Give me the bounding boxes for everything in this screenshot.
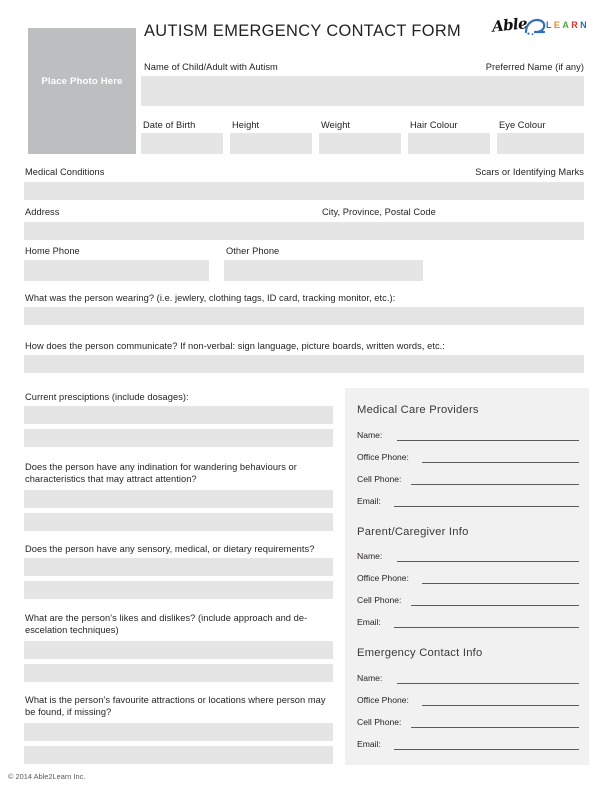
date-of-birth-input[interactable] xyxy=(141,133,223,154)
scars-label: Scars or Identifying Marks xyxy=(475,167,584,177)
question-wandering-input-line-1[interactable] xyxy=(24,490,333,508)
emergency-contact-heading: Emergency Contact Info xyxy=(357,647,483,659)
parent-office-phone-row[interactable] xyxy=(357,573,579,586)
name-label: Name of Child/Adult with Autism xyxy=(144,62,278,72)
medical-provider-name-row[interactable] xyxy=(357,430,579,443)
medical-provider-name-input[interactable] xyxy=(397,440,579,441)
logo-able-text: Able xyxy=(491,14,528,36)
height-input[interactable] xyxy=(230,133,312,154)
medical-provider-cell-phone-row[interactable] xyxy=(357,474,579,487)
emergency-email-row[interactable] xyxy=(357,739,579,752)
parent-caregiver-heading: Parent/Caregiver Info xyxy=(357,526,469,538)
medical-provider-email-row[interactable] xyxy=(357,496,579,509)
communicate-question-label: How does the person communicate? If non-verbal: sign language, picture boards, written words, etc.: xyxy=(25,341,445,351)
question-favourite-locations-input-line-1[interactable] xyxy=(24,723,333,741)
date-of-birth-label: Date of Birth xyxy=(143,120,196,130)
logo-letter-n: N xyxy=(580,20,590,30)
emergency-office-phone-row[interactable] xyxy=(357,695,579,708)
emergency-name-input[interactable] xyxy=(397,683,579,684)
emergency-email-label: Email: xyxy=(357,739,381,749)
medical-provider-office-phone-input[interactable] xyxy=(422,462,579,463)
address-label: Address xyxy=(25,207,60,217)
question-sensory-label: Does the person have any sensory, medical, or dietary requirements? xyxy=(25,544,315,554)
medical-provider-cell-phone-label: Cell Phone: xyxy=(357,474,402,484)
medical-care-providers-heading: Medical Care Providers xyxy=(357,404,479,416)
question-sensory-input-line-2[interactable] xyxy=(24,581,333,599)
other-phone-label: Other Phone xyxy=(226,246,280,256)
logo-learn-text xyxy=(546,20,589,30)
question-likes-dislikes-input-line-2[interactable] xyxy=(24,664,333,682)
logo-letter-l: L xyxy=(546,20,554,30)
emergency-name-row[interactable] xyxy=(357,673,579,686)
home-phone-label: Home Phone xyxy=(25,246,80,256)
question-likes-dislikes-input-line-1[interactable] xyxy=(24,641,333,659)
parent-email-label: Email: xyxy=(357,617,381,627)
preferred-name-label: Preferred Name (if any) xyxy=(485,62,584,72)
logo-letter-e: E xyxy=(553,20,563,30)
parent-name-label: Name: xyxy=(357,551,383,561)
emergency-email-input[interactable] xyxy=(394,749,579,750)
question-prescriptions-label: Current presciptions (include dosages): xyxy=(25,392,189,402)
emergency-office-phone-input[interactable] xyxy=(422,705,579,706)
emergency-name-label: Name: xyxy=(357,673,383,683)
emergency-cell-phone-input[interactable] xyxy=(411,727,579,728)
medical-provider-name-label: Name: xyxy=(357,430,383,440)
question-prescriptions-input-line-2[interactable] xyxy=(24,429,333,447)
parent-email-input[interactable] xyxy=(394,627,579,628)
question-favourite-locations-input-line-2[interactable] xyxy=(24,746,333,764)
home-phone-input[interactable] xyxy=(24,260,209,281)
medical-conditions-label: Medical Conditions xyxy=(25,167,105,177)
medical-provider-office-phone-row[interactable] xyxy=(357,452,579,465)
hair-colour-label: Hair Colour xyxy=(410,120,458,130)
city-province-postal-label: City, Province, Postal Code xyxy=(322,207,436,217)
question-sensory-input-line-1[interactable] xyxy=(24,558,333,576)
emergency-cell-phone-label: Cell Phone: xyxy=(357,717,402,727)
weight-label: Weight xyxy=(321,120,351,130)
question-likes-dislikes-label: What are the person’s likes and dislikes? (include approach and de-escelation techniques) xyxy=(25,613,308,635)
able2learn-logo xyxy=(492,14,590,42)
question-wandering-input-line-2[interactable] xyxy=(24,513,333,531)
question-wandering-label: Does the person have any indination for wandering behaviours or characteristics that may attract attention? xyxy=(25,462,297,484)
parent-cell-phone-label: Cell Phone: xyxy=(357,595,402,605)
parent-office-phone-label: Office Phone: xyxy=(357,573,409,583)
photo-placeholder-label: Place Photo Here xyxy=(41,76,123,87)
height-label: Height xyxy=(232,120,260,130)
wearing-question-label: What was the person wearing? (i.e. jewlery, clothing tags, ID card, tracking monitor, etc.): xyxy=(25,293,396,303)
contact-info-panel xyxy=(345,388,589,765)
medical-provider-cell-phone-input[interactable] xyxy=(411,484,579,485)
address-input[interactable] xyxy=(24,222,584,240)
hair-colour-input[interactable] xyxy=(408,133,490,154)
communicate-input[interactable] xyxy=(24,355,584,373)
copyright-footer: © 2014 Able2Learn Inc. xyxy=(8,772,86,781)
eye-colour-input[interactable] xyxy=(497,133,584,154)
eye-colour-label: Eye Colour xyxy=(499,120,546,130)
logo-letter-a: A xyxy=(562,20,572,30)
logo-letter-r: R xyxy=(571,20,581,30)
parent-office-phone-input[interactable] xyxy=(422,583,579,584)
medical-provider-email-label: Email: xyxy=(357,496,381,506)
parent-cell-phone-row[interactable] xyxy=(357,595,579,608)
logo-swoosh-icon xyxy=(523,18,547,35)
medical-provider-email-input[interactable] xyxy=(394,506,579,507)
other-phone-input[interactable] xyxy=(224,260,423,281)
wearing-input[interactable] xyxy=(24,307,584,325)
photo-placeholder-box[interactable] xyxy=(28,28,136,154)
emergency-cell-phone-row[interactable] xyxy=(357,717,579,730)
medical-conditions-input[interactable] xyxy=(24,182,584,200)
question-favourite-locations-label: What is the person’s favourite attractions or locations where person may be found, if missing? xyxy=(25,695,326,717)
page-title: AUTISM EMERGENCY CONTACT FORM xyxy=(144,22,462,40)
parent-cell-phone-input[interactable] xyxy=(411,605,579,606)
medical-provider-office-phone-label: Office Phone: xyxy=(357,452,409,462)
name-input[interactable] xyxy=(141,76,584,106)
parent-email-row[interactable] xyxy=(357,617,579,630)
emergency-office-phone-label: Office Phone: xyxy=(357,695,409,705)
question-prescriptions-input-line-1[interactable] xyxy=(24,406,333,424)
parent-name-row[interactable] xyxy=(357,551,579,564)
parent-name-input[interactable] xyxy=(397,561,579,562)
weight-input[interactable] xyxy=(319,133,401,154)
